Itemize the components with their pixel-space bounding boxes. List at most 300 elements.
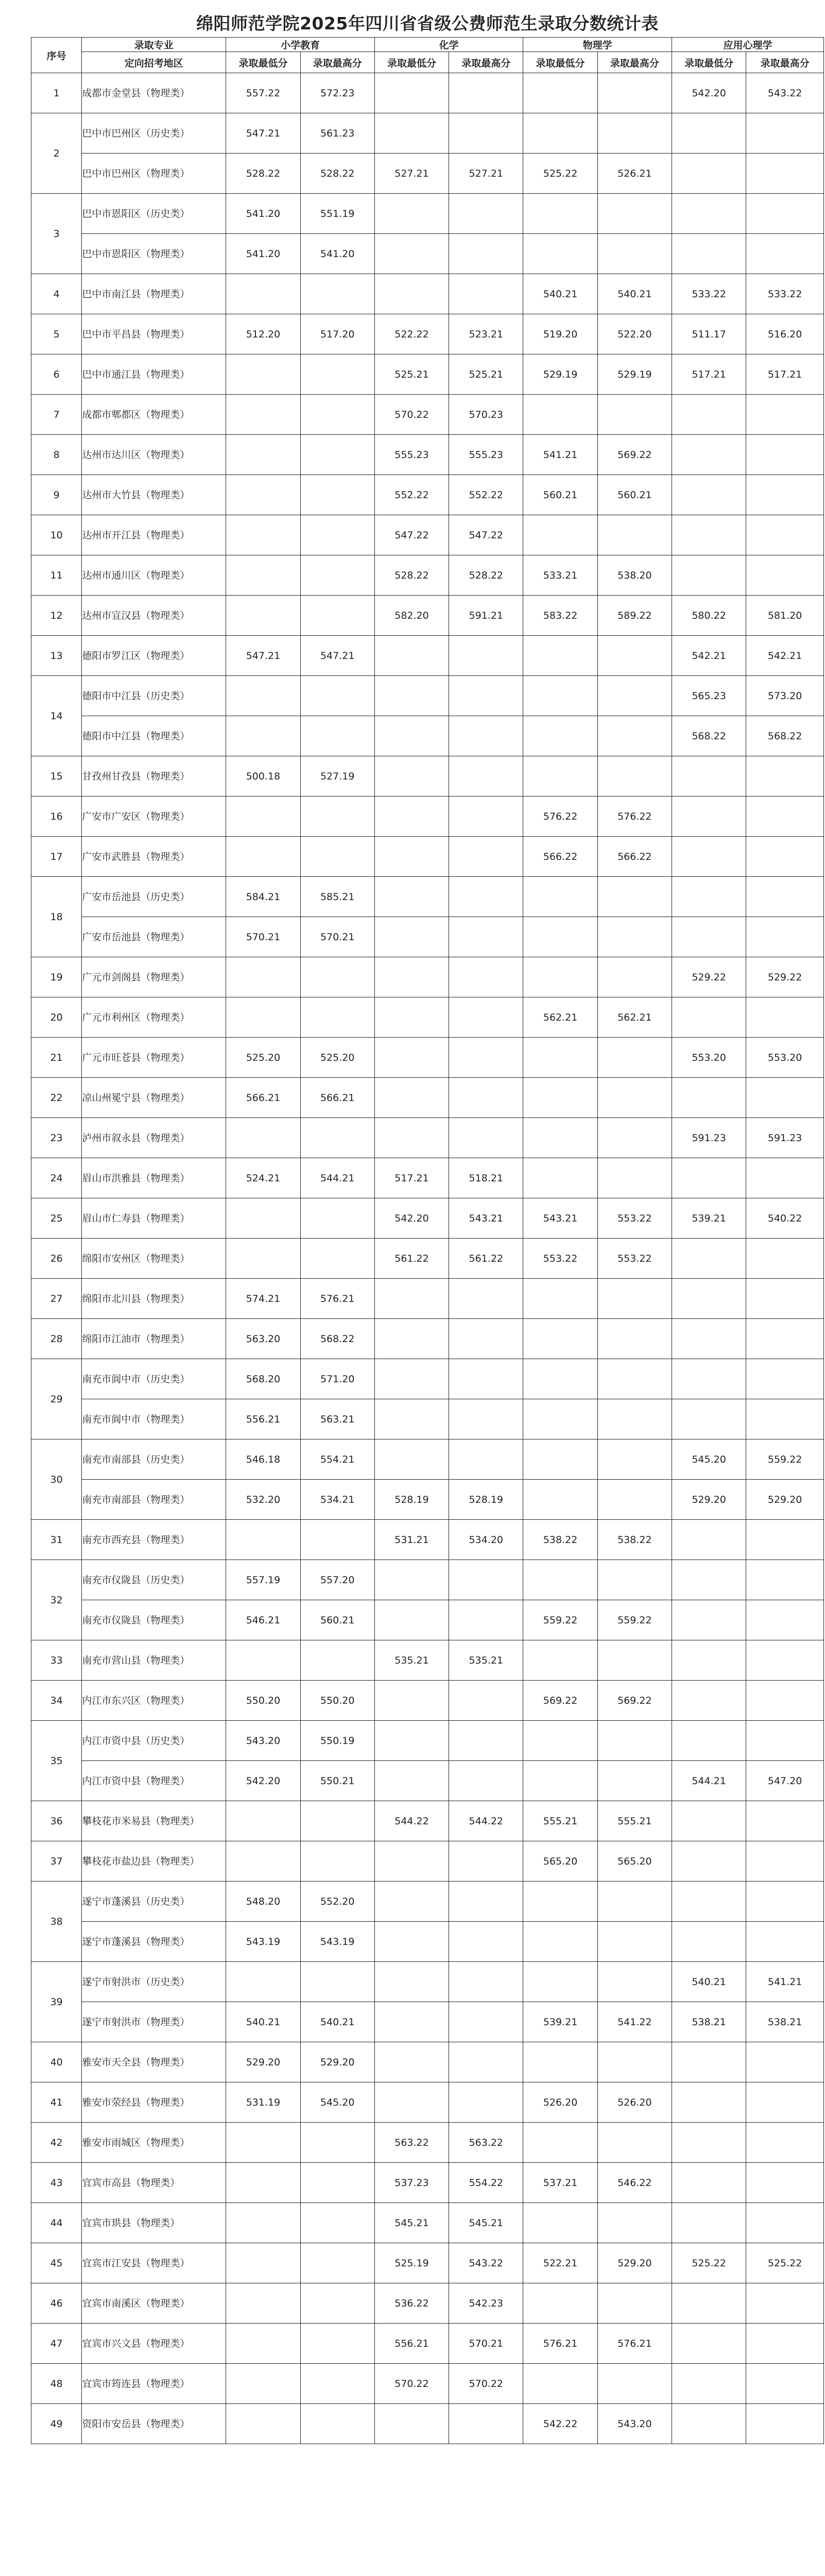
min-score-cell: 544.22 bbox=[374, 1801, 449, 1841]
table-row bbox=[31, 1882, 824, 1922]
min-score-cell bbox=[672, 917, 746, 957]
table-row bbox=[31, 1761, 824, 1801]
max-score-cell bbox=[597, 957, 672, 997]
max-score-cell: 552.22 bbox=[449, 475, 523, 515]
target-region-cell: 达州市开江县（物理类） bbox=[82, 515, 226, 555]
max-score-cell bbox=[449, 917, 523, 957]
min-score-cell bbox=[374, 917, 449, 957]
max-score-cell: 535.21 bbox=[449, 1640, 523, 1681]
max-score-cell bbox=[597, 1882, 672, 1922]
min-score-cell bbox=[226, 515, 300, 555]
table-row bbox=[31, 2404, 824, 2444]
min-score-cell bbox=[226, 1118, 300, 1158]
max-score-cell bbox=[300, 796, 374, 837]
table-row bbox=[31, 1078, 824, 1118]
table-row bbox=[31, 1600, 824, 1640]
table-row bbox=[31, 73, 824, 113]
max-score-cell: 553.22 bbox=[597, 1239, 672, 1279]
max-score-cell bbox=[597, 113, 672, 154]
min-score-cell: 565.23 bbox=[672, 676, 746, 716]
row-index: 48 bbox=[31, 2364, 82, 2404]
target-region-cell: 遂宁市蓬溪县（物理类） bbox=[82, 1922, 226, 1962]
min-score-cell: 570.22 bbox=[374, 2364, 449, 2404]
min-score-cell: 531.19 bbox=[226, 2082, 300, 2123]
target-region-cell: 巴中市巴州区（历史类） bbox=[82, 113, 226, 154]
min-score-cell: 531.21 bbox=[374, 1520, 449, 1560]
max-score-cell: 528.22 bbox=[449, 555, 523, 596]
row-index: 9 bbox=[31, 475, 82, 515]
max-score-cell bbox=[449, 1279, 523, 1319]
row-index: 27 bbox=[31, 1279, 82, 1319]
max-score-cell bbox=[597, 756, 672, 796]
row-index: 8 bbox=[31, 435, 82, 475]
max-score-cell bbox=[449, 1359, 523, 1399]
min-score-cell bbox=[226, 2163, 300, 2203]
max-score-cell bbox=[300, 515, 374, 555]
table-row bbox=[31, 877, 824, 917]
max-score-cell bbox=[746, 1399, 824, 1439]
min-score-cell bbox=[523, 1480, 597, 1520]
min-score-cell: 525.20 bbox=[226, 1038, 300, 1078]
header-major-applied-psychology: 应用心理学 bbox=[672, 38, 823, 52]
table-row bbox=[31, 1922, 824, 1962]
min-score-cell bbox=[226, 1841, 300, 1882]
max-score-cell: 529.20 bbox=[300, 2042, 374, 2082]
max-score-cell bbox=[449, 1841, 523, 1882]
header-target-category: 定向招考地区 bbox=[82, 52, 226, 73]
max-score-cell bbox=[597, 1439, 672, 1480]
header-max-score: 录取最高分 bbox=[597, 52, 672, 73]
row-index: 35 bbox=[31, 1721, 82, 1801]
min-score-cell bbox=[523, 1319, 597, 1359]
min-score-cell bbox=[374, 1439, 449, 1480]
min-score-cell bbox=[226, 716, 300, 756]
min-score-cell: 529.22 bbox=[672, 957, 746, 997]
min-score-cell: 584.21 bbox=[226, 877, 300, 917]
max-score-cell bbox=[746, 555, 824, 596]
max-score-cell bbox=[746, 1158, 824, 1198]
min-score-cell: 532.20 bbox=[226, 1480, 300, 1520]
row-index: 32 bbox=[31, 1560, 82, 1640]
target-region-cell: 广安市武胜县（物理类） bbox=[82, 837, 226, 877]
row-index: 5 bbox=[31, 314, 82, 354]
table-row bbox=[31, 2002, 824, 2042]
max-score-cell bbox=[597, 636, 672, 676]
max-score-cell bbox=[597, 1922, 672, 1962]
min-score-cell: 538.22 bbox=[523, 1520, 597, 1560]
max-score-cell bbox=[597, 194, 672, 234]
min-score-cell bbox=[672, 1359, 746, 1399]
table-row bbox=[31, 1520, 824, 1560]
min-score-cell: 543.21 bbox=[523, 1198, 597, 1239]
target-region-cell: 巴中市通江县（物理类） bbox=[82, 354, 226, 395]
max-score-cell: 545.20 bbox=[300, 2082, 374, 2123]
min-score-cell bbox=[374, 113, 449, 154]
max-score-cell: 541.20 bbox=[300, 234, 374, 274]
max-score-cell: 526.21 bbox=[597, 154, 672, 194]
max-score-cell bbox=[597, 676, 672, 716]
max-score-cell: 566.21 bbox=[300, 1078, 374, 1118]
min-score-cell bbox=[226, 1239, 300, 1279]
header-major-primary-education: 小学教育 bbox=[226, 38, 375, 52]
table-row bbox=[31, 756, 824, 796]
min-score-cell bbox=[672, 113, 746, 154]
max-score-cell: 525.21 bbox=[449, 354, 523, 395]
max-score-cell bbox=[597, 234, 672, 274]
max-score-cell: 550.20 bbox=[300, 1681, 374, 1721]
max-score-cell bbox=[449, 756, 523, 796]
min-score-cell bbox=[672, 1399, 746, 1439]
max-score-cell bbox=[746, 1239, 824, 1279]
min-score-cell bbox=[374, 1359, 449, 1399]
min-score-cell bbox=[523, 877, 597, 917]
max-score-cell bbox=[300, 2283, 374, 2324]
min-score-cell: 543.19 bbox=[226, 1922, 300, 1962]
target-region-cell: 宜宾市高县（物理类） bbox=[82, 2163, 226, 2203]
min-score-cell bbox=[226, 796, 300, 837]
max-score-cell: 522.20 bbox=[597, 314, 672, 354]
target-region-cell: 甘孜州甘孜县（物理类） bbox=[82, 756, 226, 796]
row-index: 22 bbox=[31, 1078, 82, 1118]
table-row bbox=[31, 837, 824, 877]
min-score-cell bbox=[523, 1359, 597, 1399]
row-index: 33 bbox=[31, 1640, 82, 1681]
max-score-cell bbox=[300, 596, 374, 636]
max-score-cell bbox=[300, 716, 374, 756]
min-score-cell: 543.20 bbox=[226, 1721, 300, 1761]
min-score-cell: 542.22 bbox=[523, 2404, 597, 2444]
max-score-cell: 540.22 bbox=[746, 1198, 824, 1239]
min-score-cell: 566.22 bbox=[523, 837, 597, 877]
max-score-cell: 544.21 bbox=[300, 1158, 374, 1198]
max-score-cell bbox=[449, 877, 523, 917]
min-score-cell bbox=[523, 716, 597, 756]
max-score-cell bbox=[300, 2404, 374, 2444]
row-index: 29 bbox=[31, 1359, 82, 1439]
min-score-cell: 562.21 bbox=[523, 997, 597, 1038]
max-score-cell: 538.22 bbox=[597, 1520, 672, 1560]
min-score-cell bbox=[672, 1279, 746, 1319]
max-score-cell: 585.21 bbox=[300, 877, 374, 917]
max-score-cell bbox=[449, 1439, 523, 1480]
max-score-cell bbox=[300, 2123, 374, 2163]
table-row bbox=[31, 435, 824, 475]
max-score-cell: 573.20 bbox=[746, 676, 824, 716]
min-score-cell bbox=[523, 1721, 597, 1761]
max-score-cell: 560.21 bbox=[300, 1600, 374, 1640]
max-score-cell: 527.19 bbox=[300, 756, 374, 796]
target-region-cell: 达州市宣汉县（物理类） bbox=[82, 596, 226, 636]
min-score-cell bbox=[672, 555, 746, 596]
min-score-cell: 547.22 bbox=[374, 515, 449, 555]
min-score-cell bbox=[672, 395, 746, 435]
max-score-cell: 517.21 bbox=[746, 354, 824, 395]
min-score-cell bbox=[672, 2203, 746, 2243]
min-score-cell bbox=[672, 756, 746, 796]
target-region-cell: 绵阳市北川县（物理类） bbox=[82, 1279, 226, 1319]
min-score-cell: 563.20 bbox=[226, 1319, 300, 1359]
max-score-cell bbox=[597, 1721, 672, 1761]
min-score-cell bbox=[374, 1399, 449, 1439]
max-score-cell bbox=[300, 837, 374, 877]
header-max-score: 录取最高分 bbox=[449, 52, 523, 73]
min-score-cell bbox=[374, 194, 449, 234]
target-region-cell: 德阳市中江县（历史类） bbox=[82, 676, 226, 716]
min-score-cell bbox=[374, 1078, 449, 1118]
target-region-cell: 凉山州冕宁县（物理类） bbox=[82, 1078, 226, 1118]
table-row bbox=[31, 2364, 824, 2404]
max-score-cell bbox=[597, 917, 672, 957]
max-score-cell bbox=[449, 2404, 523, 2444]
max-score-cell: 529.20 bbox=[597, 2243, 672, 2283]
max-score-cell bbox=[746, 194, 824, 234]
max-score-cell bbox=[300, 676, 374, 716]
table-row bbox=[31, 1480, 824, 1520]
min-score-cell bbox=[672, 1882, 746, 1922]
min-score-cell bbox=[226, 596, 300, 636]
min-score-cell: 511.17 bbox=[672, 314, 746, 354]
min-score-cell bbox=[374, 1922, 449, 1962]
min-score-cell bbox=[374, 1600, 449, 1640]
max-score-cell: 553.20 bbox=[746, 1038, 824, 1078]
row-index: 3 bbox=[31, 194, 82, 274]
max-score-cell: 538.21 bbox=[746, 2002, 824, 2042]
min-score-cell: 525.22 bbox=[523, 154, 597, 194]
min-score-cell bbox=[672, 1520, 746, 1560]
max-score-cell: 518.21 bbox=[449, 1158, 523, 1198]
min-score-cell bbox=[523, 1922, 597, 1962]
min-score-cell: 540.21 bbox=[523, 274, 597, 314]
max-score-cell: 559.22 bbox=[597, 1600, 672, 1640]
min-score-cell bbox=[226, 435, 300, 475]
min-score-cell bbox=[672, 1681, 746, 1721]
min-score-cell: 563.22 bbox=[374, 2123, 449, 2163]
target-region-cell: 攀枝花市盐边县（物理类） bbox=[82, 1841, 226, 1882]
min-score-cell: 542.20 bbox=[374, 1198, 449, 1239]
max-score-cell bbox=[449, 1560, 523, 1600]
min-score-cell: 557.22 bbox=[226, 73, 300, 113]
target-region-cell: 内江市资中县（物理类） bbox=[82, 1761, 226, 1801]
table-row bbox=[31, 2283, 824, 2324]
row-index: 14 bbox=[31, 676, 82, 756]
min-score-cell bbox=[523, 2123, 597, 2163]
min-score-cell bbox=[226, 957, 300, 997]
target-region-cell: 宜宾市兴文县（物理类） bbox=[82, 2324, 226, 2364]
min-score-cell bbox=[523, 1560, 597, 1600]
min-score-cell bbox=[374, 2002, 449, 2042]
min-score-cell: 544.21 bbox=[672, 1761, 746, 1801]
min-score-cell: 547.21 bbox=[226, 636, 300, 676]
table-row bbox=[31, 1721, 824, 1761]
max-score-cell bbox=[449, 676, 523, 716]
min-score-cell: 528.22 bbox=[226, 154, 300, 194]
min-score-cell: 559.22 bbox=[523, 1600, 597, 1640]
min-score-cell bbox=[523, 917, 597, 957]
max-score-cell bbox=[746, 1078, 824, 1118]
max-score-cell bbox=[300, 1801, 374, 1841]
min-score-cell bbox=[374, 756, 449, 796]
table-row bbox=[31, 1319, 824, 1359]
max-score-cell bbox=[746, 1560, 824, 1600]
max-score-cell bbox=[746, 877, 824, 917]
target-region-cell: 南充市营山县（物理类） bbox=[82, 1640, 226, 1681]
table-row bbox=[31, 1359, 824, 1399]
table-row bbox=[31, 113, 824, 154]
max-score-cell: 552.20 bbox=[300, 1882, 374, 1922]
min-score-cell bbox=[672, 877, 746, 917]
target-region-cell: 德阳市罗江区（物理类） bbox=[82, 636, 226, 676]
max-score-cell bbox=[597, 1359, 672, 1399]
min-score-cell bbox=[374, 1721, 449, 1761]
max-score-cell bbox=[746, 1279, 824, 1319]
min-score-cell: 546.18 bbox=[226, 1439, 300, 1480]
min-score-cell bbox=[672, 475, 746, 515]
max-score-cell bbox=[449, 957, 523, 997]
row-index: 7 bbox=[31, 395, 82, 435]
max-score-cell bbox=[746, 475, 824, 515]
min-score-cell: 522.21 bbox=[523, 2243, 597, 2283]
min-score-cell: 561.22 bbox=[374, 1239, 449, 1279]
target-region-cell: 广安市岳池县（物理类） bbox=[82, 917, 226, 957]
target-region-cell: 广安市岳池县（历史类） bbox=[82, 877, 226, 917]
min-score-cell bbox=[672, 2123, 746, 2163]
min-score-cell bbox=[523, 515, 597, 555]
max-score-cell bbox=[300, 1640, 374, 1681]
max-score-cell bbox=[300, 354, 374, 395]
min-score-cell bbox=[374, 1279, 449, 1319]
max-score-cell bbox=[746, 837, 824, 877]
min-score-cell bbox=[226, 1640, 300, 1681]
min-score-cell: 556.21 bbox=[374, 2324, 449, 2364]
row-index: 28 bbox=[31, 1319, 82, 1359]
table-row bbox=[31, 1439, 824, 1480]
max-score-cell bbox=[597, 716, 672, 756]
min-score-cell: 538.21 bbox=[672, 2002, 746, 2042]
target-region-cell: 广安市广安区（物理类） bbox=[82, 796, 226, 837]
target-region-cell: 成都市金堂县（物理类） bbox=[82, 73, 226, 113]
min-score-cell bbox=[523, 676, 597, 716]
table-row bbox=[31, 676, 824, 716]
target-region-cell: 南充市仪陇县（历史类） bbox=[82, 1560, 226, 1600]
min-score-cell: 542.20 bbox=[672, 73, 746, 113]
row-index: 31 bbox=[31, 1520, 82, 1560]
target-region-cell: 雅安市天全县（物理类） bbox=[82, 2042, 226, 2082]
max-score-cell bbox=[597, 1640, 672, 1681]
max-score-cell bbox=[746, 1721, 824, 1761]
target-region-cell: 广元市旺苍县（物理类） bbox=[82, 1038, 226, 1078]
target-region-cell: 遂宁市射洪市（物理类） bbox=[82, 2002, 226, 2042]
row-index: 24 bbox=[31, 1158, 82, 1198]
max-score-cell bbox=[746, 234, 824, 274]
target-region-cell: 达州市通川区（物理类） bbox=[82, 555, 226, 596]
table-row bbox=[31, 1198, 824, 1239]
min-score-cell bbox=[374, 716, 449, 756]
table-row bbox=[31, 1239, 824, 1279]
min-score-cell bbox=[226, 1520, 300, 1560]
min-score-cell bbox=[374, 2404, 449, 2444]
min-score-cell bbox=[672, 1078, 746, 1118]
min-score-cell: 526.20 bbox=[523, 2082, 597, 2123]
target-region-cell: 眉山市仁寿县（物理类） bbox=[82, 1198, 226, 1239]
max-score-cell: 534.20 bbox=[449, 1520, 523, 1560]
min-score-cell bbox=[226, 676, 300, 716]
max-score-cell bbox=[746, 435, 824, 475]
max-score-cell: 543.19 bbox=[300, 1922, 374, 1962]
min-score-cell: 557.19 bbox=[226, 1560, 300, 1600]
max-score-cell bbox=[597, 1118, 672, 1158]
header-row-majors bbox=[31, 38, 824, 52]
max-score-cell: 570.21 bbox=[449, 2324, 523, 2364]
min-score-cell: 545.20 bbox=[672, 1439, 746, 1480]
max-score-cell bbox=[746, 2042, 824, 2082]
max-score-cell bbox=[449, 1761, 523, 1801]
max-score-cell bbox=[449, 997, 523, 1038]
min-score-cell: 529.20 bbox=[672, 1480, 746, 1520]
table-row bbox=[31, 515, 824, 555]
max-score-cell: 568.22 bbox=[300, 1319, 374, 1359]
target-region-cell: 成都市郫都区（物理类） bbox=[82, 395, 226, 435]
max-score-cell: 543.21 bbox=[449, 1198, 523, 1239]
min-score-cell: 545.21 bbox=[374, 2203, 449, 2243]
min-score-cell bbox=[672, 1319, 746, 1359]
max-score-cell bbox=[746, 515, 824, 555]
min-score-cell bbox=[523, 1158, 597, 1198]
header-row-sub bbox=[31, 52, 824, 73]
row-index: 18 bbox=[31, 877, 82, 957]
min-score-cell: 569.22 bbox=[523, 1681, 597, 1721]
min-score-cell: 539.21 bbox=[672, 1198, 746, 1239]
max-score-cell: 550.21 bbox=[300, 1761, 374, 1801]
min-score-cell: 566.21 bbox=[226, 1078, 300, 1118]
max-score-cell: 540.21 bbox=[597, 274, 672, 314]
max-score-cell: 525.20 bbox=[300, 1038, 374, 1078]
max-score-cell: 566.22 bbox=[597, 837, 672, 877]
table-row bbox=[31, 2042, 824, 2082]
min-score-cell bbox=[672, 154, 746, 194]
max-score-cell bbox=[449, 837, 523, 877]
table-row bbox=[31, 1801, 824, 1841]
min-score-cell: 552.22 bbox=[374, 475, 449, 515]
max-score-cell bbox=[597, 395, 672, 435]
min-score-cell bbox=[523, 2203, 597, 2243]
row-index: 13 bbox=[31, 636, 82, 676]
max-score-cell: 543.22 bbox=[746, 73, 824, 113]
target-region-cell: 宜宾市南溪区（物理类） bbox=[82, 2283, 226, 2324]
max-score-cell: 562.21 bbox=[597, 997, 672, 1038]
max-score-cell: 589.22 bbox=[597, 596, 672, 636]
target-region-cell: 攀枝花市米易县（物理类） bbox=[82, 1801, 226, 1841]
target-region-cell: 南充市西充县（物理类） bbox=[82, 1520, 226, 1560]
min-score-cell: 546.21 bbox=[226, 1600, 300, 1640]
max-score-cell: 550.19 bbox=[300, 1721, 374, 1761]
table-row bbox=[31, 2324, 824, 2364]
max-score-cell bbox=[746, 917, 824, 957]
min-score-cell bbox=[523, 2283, 597, 2324]
min-score-cell: 548.20 bbox=[226, 1882, 300, 1922]
max-score-cell: 568.22 bbox=[746, 716, 824, 756]
min-score-cell bbox=[226, 837, 300, 877]
min-score-cell bbox=[374, 957, 449, 997]
max-score-cell: 529.22 bbox=[746, 957, 824, 997]
max-score-cell bbox=[597, 1038, 672, 1078]
target-region-cell: 遂宁市射洪市（历史类） bbox=[82, 1962, 226, 2002]
row-index: 47 bbox=[31, 2324, 82, 2364]
min-score-cell bbox=[523, 1761, 597, 1801]
table-row bbox=[31, 2163, 824, 2203]
row-index: 41 bbox=[31, 2082, 82, 2123]
max-score-cell bbox=[597, 2203, 672, 2243]
max-score-cell bbox=[746, 2404, 824, 2444]
